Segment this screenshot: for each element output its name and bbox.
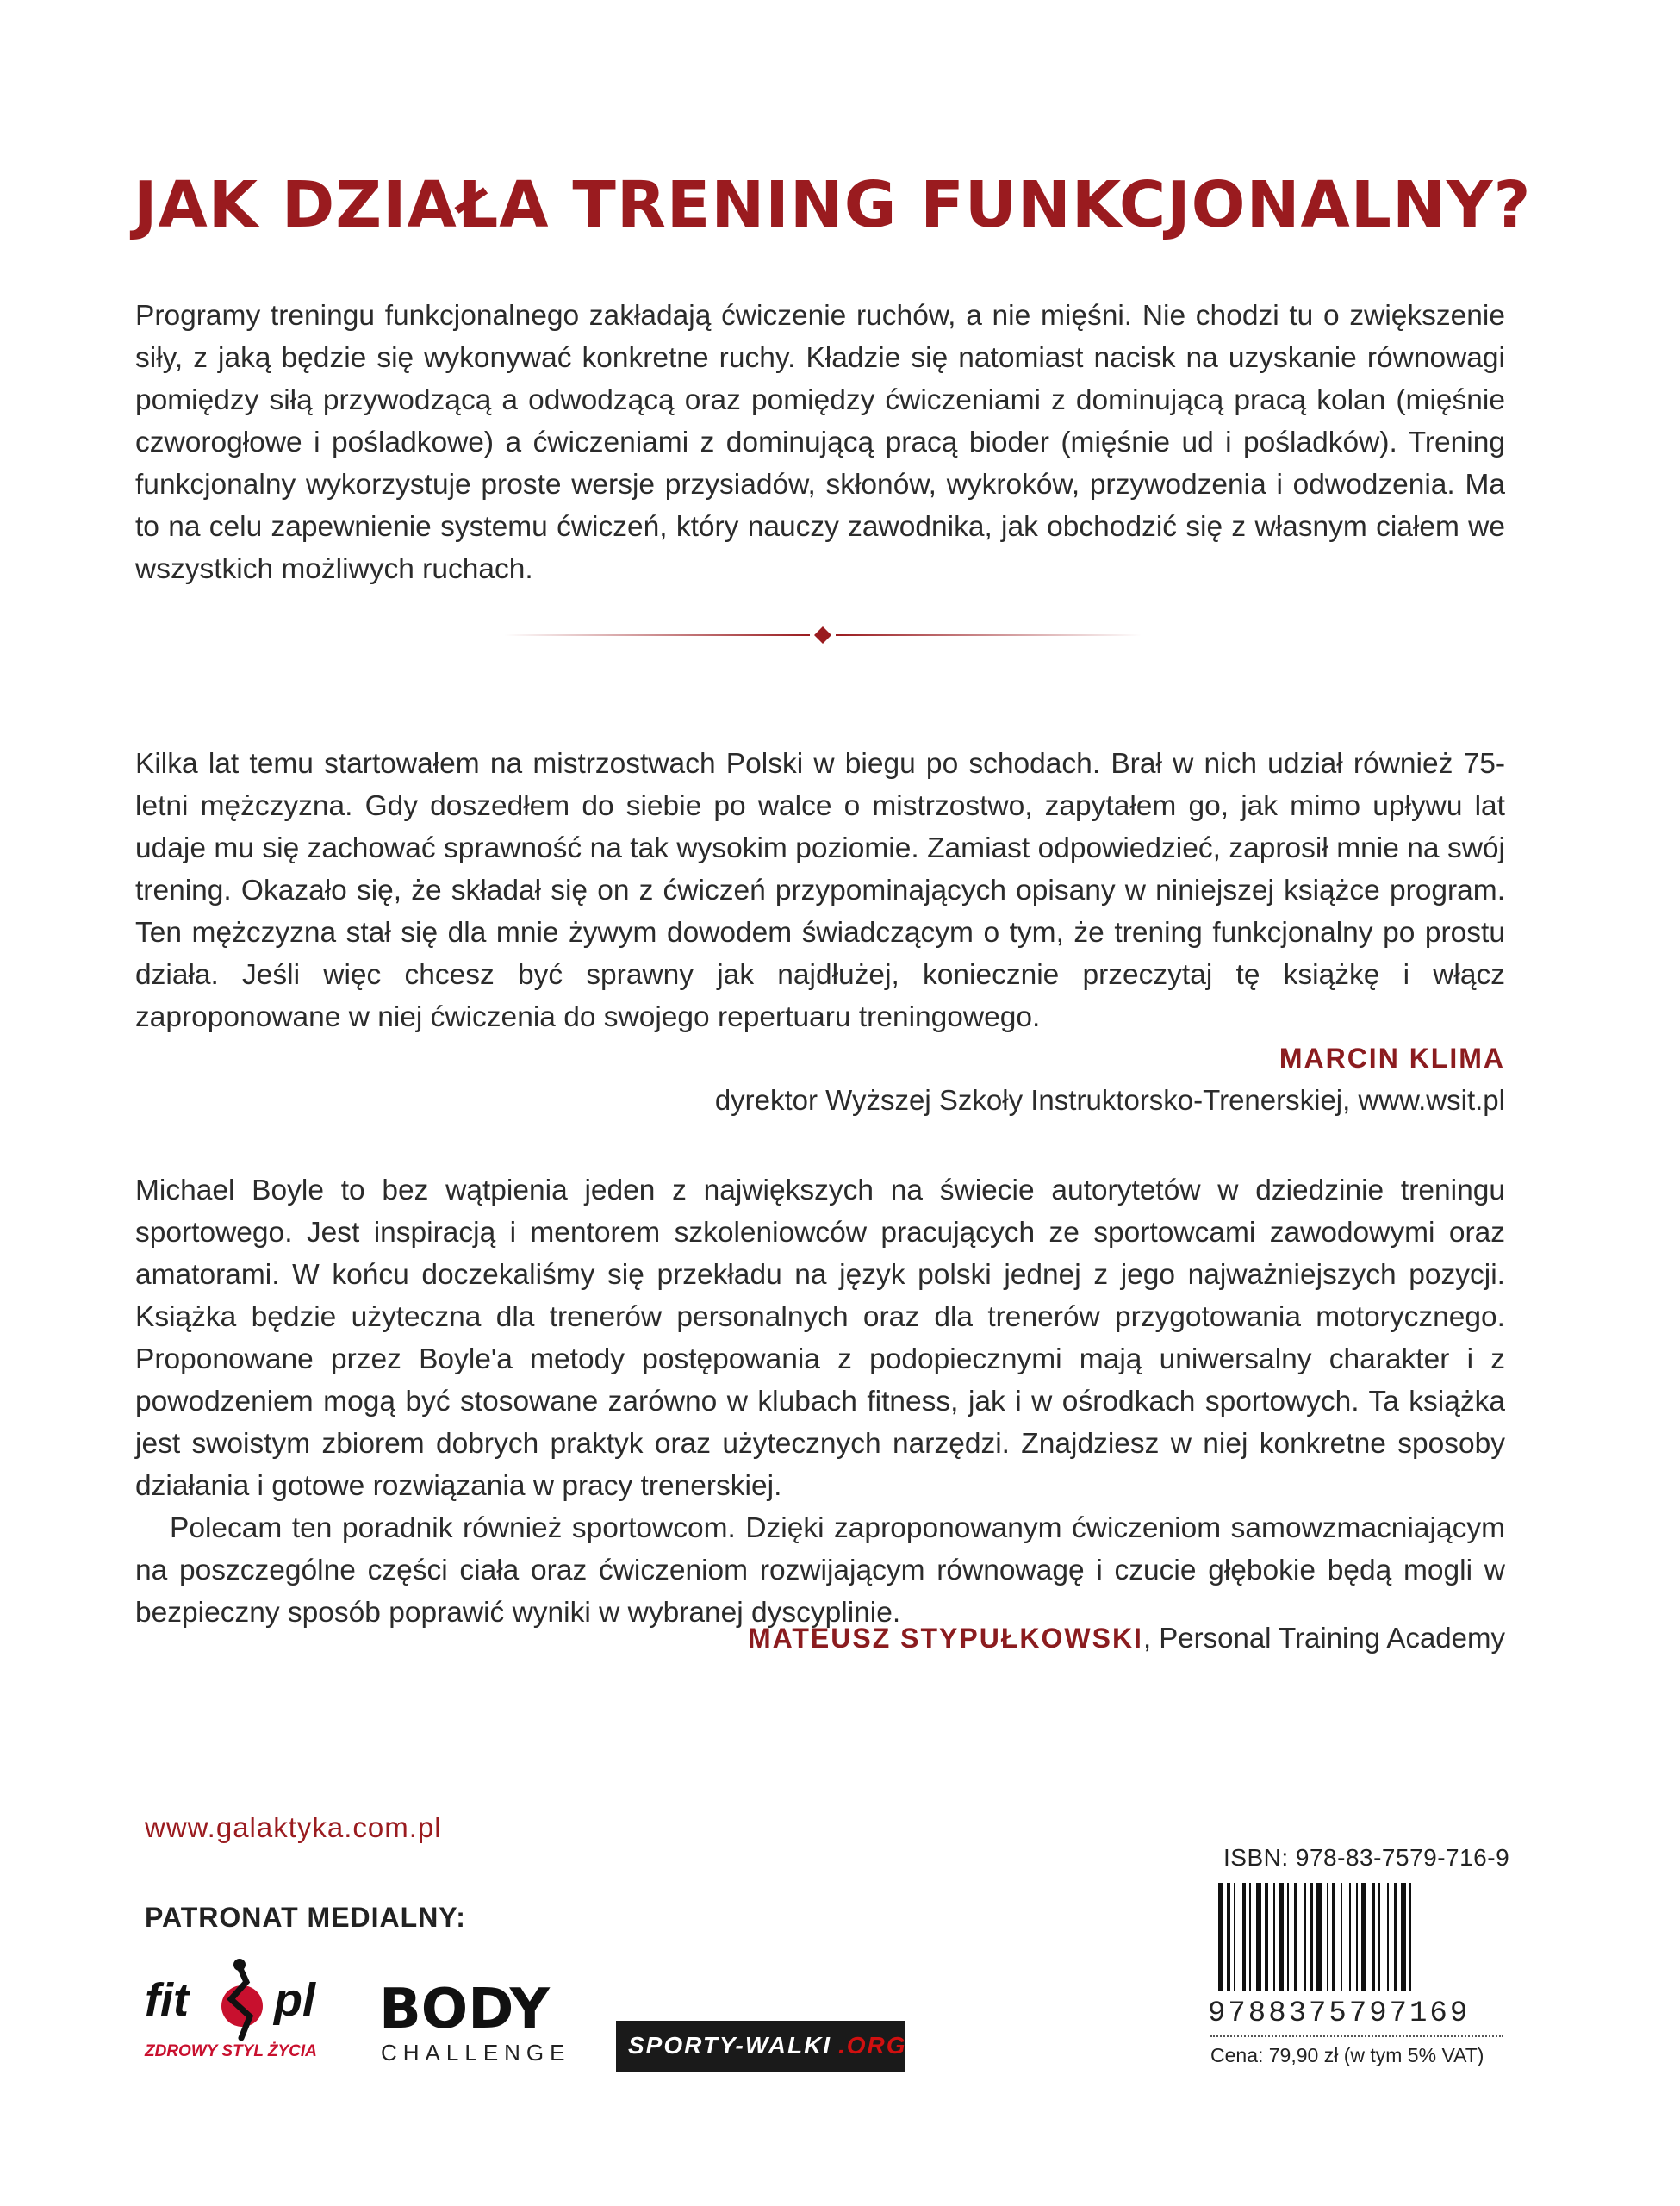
- media-patronage-label: PATRONAT MEDIALNY:: [145, 1902, 466, 1933]
- fitpl-figure-icon: [212, 1956, 272, 2042]
- review-klima-role: dyrektor Wyższej Szkoły Instruktorsko-Trenerskiej, www.wsit.pl: [714, 1084, 1505, 1116]
- intro-paragraph: Programy treningu funkcjonalnego zakładają ćwiczenie ruchów, a nie mięśni. Nie chodzi tu o zwiększenie siły, z jaką będzie się wykonywać konkretne ruchy. Kładzie się natomiast nacisk na uzyskanie równowagi pomiędzy siłą przywodzącą a odwodzącą oraz pomiędzy ćwiczeniami z dominującą pracą kolan (mięśnie czworogłowe i pośladkowe) a ćwiczeniami z dominującą pracą bioder (mięśnie ud i pośladków). Trening funkcjonalny wykorzystuje proste wersje przysiadów, skłonów, wykroków, przywodzenia i odwodzenia. Ma to na celu zapewnienie systemu ćwiczeń, który nauczy zawodnika, jak obchodzić się z własnym ciałem we wszystkich możliwych ruchach.: [135, 300, 1505, 585]
- review-stypulkowski-affiliation: , Personal Training Academy: [1142, 1622, 1505, 1654]
- fitpl-tagline: ZDROWY STYL ŻYCIA: [145, 2042, 317, 2060]
- publisher-url[interactable]: www.galaktyka.com.pl: [145, 1811, 442, 1843]
- fitpl-logo-left: fit: [145, 1974, 189, 2026]
- review-klima-author: MARCIN KLIMA: [1279, 1043, 1505, 1074]
- review-stypulkowski-signature: [748, 1622, 1505, 1654]
- body-challenge-bottom: CHALLENGE: [381, 2040, 571, 2066]
- fitpl-logo: [145, 1956, 352, 2077]
- review-stypulkowski-author: MATEUSZ STYPUŁKOWSKI: [747, 1623, 1143, 1654]
- review-klima-text: Kilka lat temu startowałem na mistrzostwach Polski w biegu po schodach. Brał w nich udział również 75-letni mężczyzna. Gdy doszedłem do siebie po walce o mistrzostwo, zapytałem go, jak mimo upływu lat udaje mu się zachować sprawność na tak wysokim poziomie. Zamiast odpowiedzieć, zaprosił mnie na swój trening. Okazało się, że składał się on z ćwiczeń przypominających opisany w niniejszej książce program. Ten mężczyzna stał się dla mnie żywym dowodem świadczącym o tym, że trening funkcjonalny po prostu działa. Jeśli więc chcesz być sprawny jak najdłużej, koniecznie przeczytaj tę książkę i włącz zaproponowane w niej ćwiczenia do swojego repertuaru treningowego.: [135, 748, 1505, 1033]
- body-challenge-top: BODY: [379, 1978, 550, 2041]
- fitpl-logo-right: pl: [274, 1974, 315, 2026]
- isbn-label: ISBN: 978-83-7579-716-9: [1223, 1844, 1510, 1871]
- sporty-walki-suffix: .ORG: [838, 2032, 907, 2059]
- barcode-digits: 9788375797169: [1208, 1997, 1471, 2030]
- review-stypulkowski-text1: Michael Boyle to bez wątpienia jeden z największych na świecie autorytetów w dziedzinie treningu sportowego. Jest inspiracją i mentorem szkoleniowców pracujących ze sportowcami zawodowymi oraz amatorami. W końcu doczekaliśmy się przekładu na język polski jednej z jego najważniejszych pozycji. Książka będzie użyteczna dla trenerów personalnych oraz dla trenerów przygotowania motorycznego. Proponowane przez Boyle'a metody postępowania z podopiecznymi mają uniwersalny charakter i z powodzeniem mogą być stosowane zarówno w klubach fitness, jak i w ośrodkach sportowych. Ta książka jest swoistym zbiorem dobrych praktyk oraz użytecznych narzędzi. Znajdziesz w niej konkretne sposoby działania i gotowe rozwiązania w pracy trenerskiej.: [135, 1175, 1505, 1502]
- ornament-divider: [504, 622, 1142, 648]
- price-separator: [1210, 2035, 1503, 2037]
- page-title: JAK DZIAŁA TRENING FUNKCJONALNY?: [134, 168, 1532, 242]
- sporty-walki-main: SPORTY-WALKI: [628, 2032, 832, 2059]
- review-stypulkowski-text2: Polecam ten poradnik również sportowcom. Dzięki zaproponowanym ćwiczeniom samowzmacniającym na poszczególne części ciała oraz ćwiczeniom rozwijającym równowagę i czucie głębokie będą mogli w bezpieczny sposób poprawić wyniki w wybranej dyscyplinie.: [135, 1512, 1505, 1629]
- body-challenge-logo: [379, 1978, 586, 2072]
- sporty-walki-logo: [616, 2021, 905, 2072]
- price-label: Cena: 79,90 zł (w tym 5% VAT): [1210, 2044, 1484, 2066]
- review-stypulkowski: [135, 1169, 1505, 1634]
